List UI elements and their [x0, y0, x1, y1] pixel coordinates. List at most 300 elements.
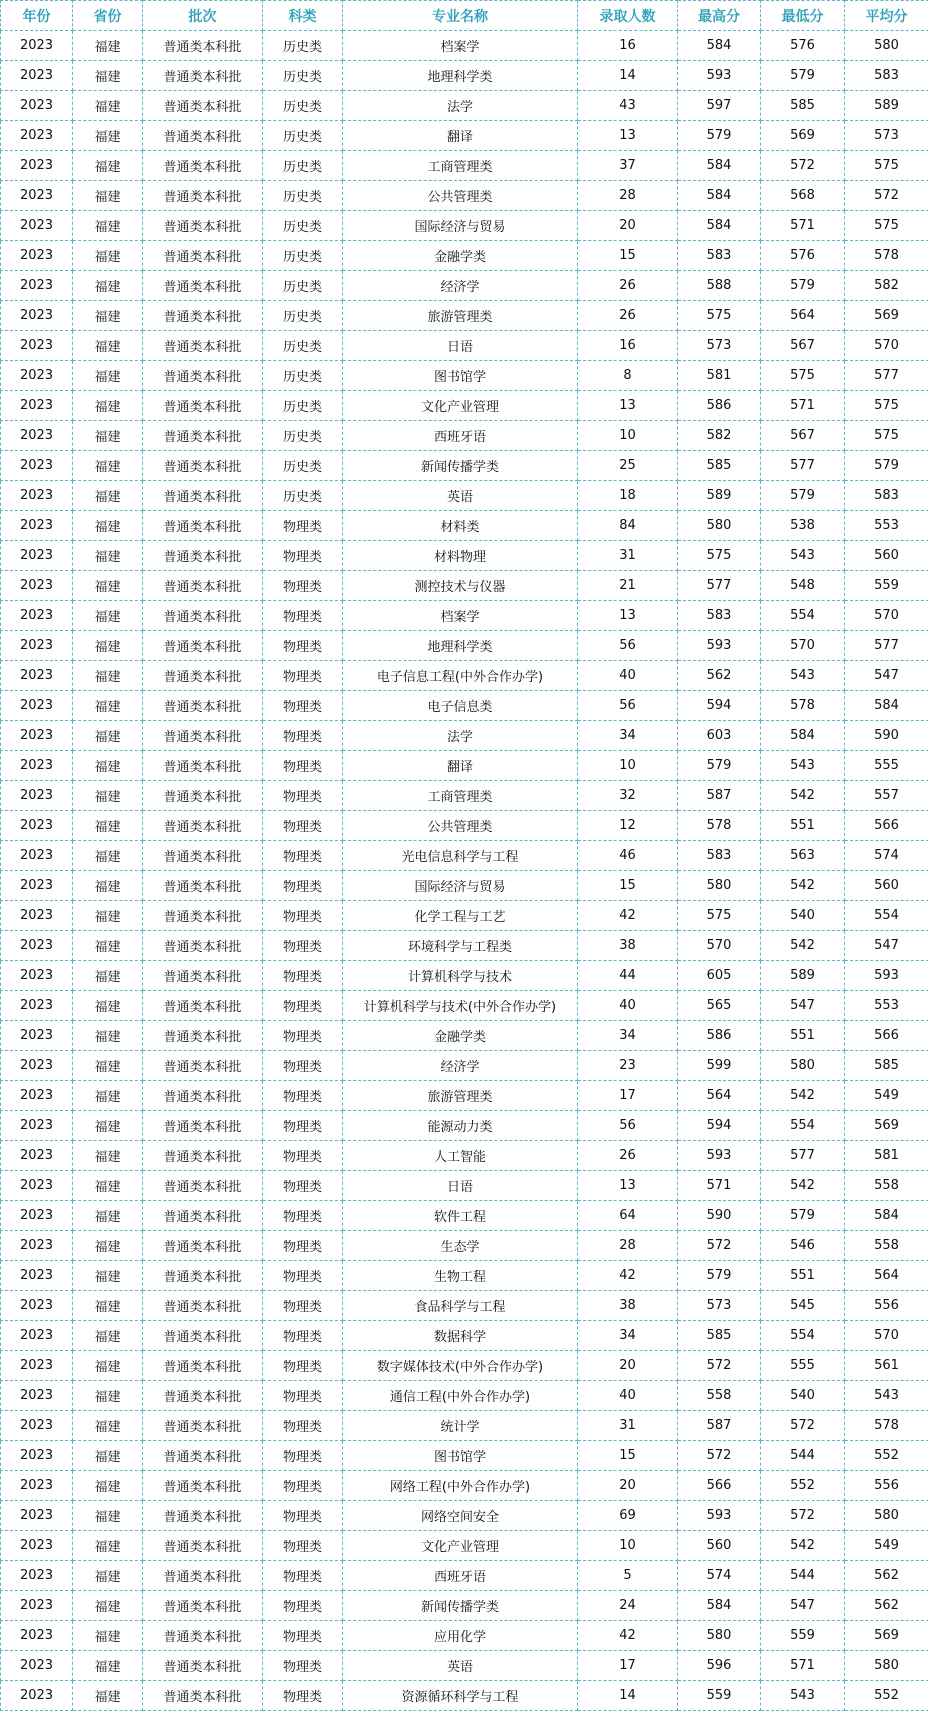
cell-batch: 普通类本科批 [143, 361, 263, 391]
cell-batch: 普通类本科批 [143, 841, 263, 871]
cell-major: 数字媒体技术(中外合作办学) [343, 1351, 578, 1381]
cell-admitted: 28 [578, 1231, 678, 1261]
table-row [1, 661, 928, 691]
cell-year: 2023 [1, 991, 73, 1021]
header-batch: 批次 [143, 1, 263, 31]
cell-batch: 普通类本科批 [143, 181, 263, 211]
cell-max-score: 599 [678, 1051, 761, 1081]
cell-category: 物理类 [263, 1501, 343, 1531]
cell-admitted: 13 [578, 121, 678, 151]
cell-year: 2023 [1, 151, 73, 181]
cell-province: 福建 [73, 1501, 143, 1531]
cell-category: 物理类 [263, 1171, 343, 1201]
cell-admitted: 84 [578, 511, 678, 541]
cell-province: 福建 [73, 91, 143, 121]
cell-year: 2023 [1, 241, 73, 271]
cell-year: 2023 [1, 901, 73, 931]
cell-province: 福建 [73, 1201, 143, 1231]
table-row [1, 1411, 928, 1441]
cell-admitted: 21 [578, 571, 678, 601]
cell-province: 福建 [73, 271, 143, 301]
cell-category: 历史类 [263, 211, 343, 241]
cell-year: 2023 [1, 1051, 73, 1081]
cell-batch: 普通类本科批 [143, 721, 263, 751]
cell-major: 人工智能 [343, 1141, 578, 1171]
cell-batch: 普通类本科批 [143, 991, 263, 1021]
cell-major: 工商管理类 [343, 151, 578, 181]
cell-min-score: 542 [761, 781, 845, 811]
header-row [1, 1, 928, 31]
header-avg-score: 平均分 [845, 1, 928, 31]
cell-admitted: 37 [578, 151, 678, 181]
cell-avg-score: 590 [845, 721, 928, 751]
cell-year: 2023 [1, 31, 73, 61]
cell-min-score: 571 [761, 391, 845, 421]
cell-admitted: 38 [578, 931, 678, 961]
cell-year: 2023 [1, 1021, 73, 1051]
cell-major: 西班牙语 [343, 1561, 578, 1591]
table-row [1, 211, 928, 241]
cell-major: 翻译 [343, 121, 578, 151]
cell-batch: 普通类本科批 [143, 1021, 263, 1051]
cell-avg-score: 583 [845, 481, 928, 511]
cell-admitted: 25 [578, 451, 678, 481]
cell-category: 物理类 [263, 1411, 343, 1441]
cell-province: 福建 [73, 121, 143, 151]
table-row [1, 1381, 928, 1411]
cell-batch: 普通类本科批 [143, 1291, 263, 1321]
cell-major: 经济学 [343, 271, 578, 301]
cell-min-score: 551 [761, 1021, 845, 1051]
cell-max-score: 578 [678, 811, 761, 841]
cell-avg-score: 573 [845, 121, 928, 151]
cell-category: 物理类 [263, 511, 343, 541]
cell-max-score: 581 [678, 361, 761, 391]
cell-province: 福建 [73, 361, 143, 391]
cell-category: 物理类 [263, 781, 343, 811]
cell-min-score: 542 [761, 1081, 845, 1111]
cell-min-score: 584 [761, 721, 845, 751]
cell-max-score: 594 [678, 691, 761, 721]
cell-max-score: 584 [678, 151, 761, 181]
cell-province: 福建 [73, 1321, 143, 1351]
cell-max-score: 585 [678, 451, 761, 481]
table-row [1, 301, 928, 331]
cell-min-score: 540 [761, 1381, 845, 1411]
cell-batch: 普通类本科批 [143, 331, 263, 361]
cell-category: 物理类 [263, 1651, 343, 1681]
cell-province: 福建 [73, 1561, 143, 1591]
cell-category: 物理类 [263, 961, 343, 991]
cell-min-score: 547 [761, 991, 845, 1021]
table-row [1, 1681, 928, 1711]
cell-category: 历史类 [263, 391, 343, 421]
table-row [1, 931, 928, 961]
cell-avg-score: 570 [845, 601, 928, 631]
cell-min-score: 585 [761, 91, 845, 121]
cell-category: 物理类 [263, 1681, 343, 1711]
cell-admitted: 10 [578, 421, 678, 451]
cell-avg-score: 560 [845, 871, 928, 901]
table-body [1, 31, 928, 1711]
cell-max-score: 586 [678, 1021, 761, 1051]
cell-avg-score: 575 [845, 421, 928, 451]
cell-min-score: 564 [761, 301, 845, 331]
cell-avg-score: 583 [845, 61, 928, 91]
cell-max-score: 575 [678, 301, 761, 331]
cell-min-score: 555 [761, 1351, 845, 1381]
cell-category: 物理类 [263, 1321, 343, 1351]
cell-province: 福建 [73, 871, 143, 901]
cell-min-score: 567 [761, 331, 845, 361]
cell-admitted: 16 [578, 331, 678, 361]
cell-batch: 普通类本科批 [143, 1201, 263, 1231]
cell-major: 生物工程 [343, 1261, 578, 1291]
cell-year: 2023 [1, 1411, 73, 1441]
cell-province: 福建 [73, 451, 143, 481]
cell-year: 2023 [1, 1261, 73, 1291]
cell-year: 2023 [1, 661, 73, 691]
cell-province: 福建 [73, 301, 143, 331]
cell-category: 历史类 [263, 91, 343, 121]
cell-year: 2023 [1, 61, 73, 91]
table-row [1, 481, 928, 511]
cell-year: 2023 [1, 781, 73, 811]
cell-year: 2023 [1, 1501, 73, 1531]
cell-max-score: 605 [678, 961, 761, 991]
cell-min-score: 578 [761, 691, 845, 721]
cell-major: 日语 [343, 1171, 578, 1201]
cell-max-score: 593 [678, 631, 761, 661]
table-row [1, 1531, 928, 1561]
cell-batch: 普通类本科批 [143, 751, 263, 781]
cell-min-score: 575 [761, 361, 845, 391]
cell-batch: 普通类本科批 [143, 61, 263, 91]
cell-avg-score: 549 [845, 1531, 928, 1561]
cell-batch: 普通类本科批 [143, 1651, 263, 1681]
cell-category: 物理类 [263, 1081, 343, 1111]
cell-province: 福建 [73, 631, 143, 661]
cell-category: 历史类 [263, 481, 343, 511]
table-row [1, 991, 928, 1021]
cell-avg-score: 562 [845, 1561, 928, 1591]
cell-year: 2023 [1, 1291, 73, 1321]
cell-year: 2023 [1, 421, 73, 451]
cell-category: 历史类 [263, 31, 343, 61]
cell-max-score: 558 [678, 1381, 761, 1411]
cell-avg-score: 593 [845, 961, 928, 991]
cell-admitted: 56 [578, 691, 678, 721]
cell-province: 福建 [73, 1291, 143, 1321]
cell-min-score: 563 [761, 841, 845, 871]
cell-batch: 普通类本科批 [143, 91, 263, 121]
cell-min-score: 577 [761, 451, 845, 481]
cell-province: 福建 [73, 1111, 143, 1141]
cell-year: 2023 [1, 91, 73, 121]
cell-year: 2023 [1, 1351, 73, 1381]
table-row [1, 361, 928, 391]
cell-max-score: 593 [678, 1501, 761, 1531]
table-row [1, 151, 928, 181]
cell-category: 历史类 [263, 301, 343, 331]
cell-batch: 普通类本科批 [143, 1531, 263, 1561]
table-row [1, 391, 928, 421]
cell-admitted: 43 [578, 91, 678, 121]
cell-avg-score: 577 [845, 361, 928, 391]
cell-year: 2023 [1, 361, 73, 391]
cell-admitted: 12 [578, 811, 678, 841]
cell-min-score: 547 [761, 1591, 845, 1621]
cell-admitted: 15 [578, 241, 678, 271]
cell-major: 翻译 [343, 751, 578, 781]
cell-max-score: 574 [678, 1561, 761, 1591]
cell-batch: 普通类本科批 [143, 31, 263, 61]
cell-batch: 普通类本科批 [143, 211, 263, 241]
cell-admitted: 14 [578, 61, 678, 91]
cell-max-score: 579 [678, 751, 761, 781]
cell-category: 物理类 [263, 1261, 343, 1291]
table-row [1, 691, 928, 721]
cell-major: 网络空间安全 [343, 1501, 578, 1531]
cell-avg-score: 577 [845, 631, 928, 661]
cell-major: 金融学类 [343, 241, 578, 271]
cell-avg-score: 566 [845, 1021, 928, 1051]
cell-admitted: 17 [578, 1081, 678, 1111]
cell-max-score: 572 [678, 1441, 761, 1471]
cell-major: 英语 [343, 481, 578, 511]
table-row [1, 91, 928, 121]
cell-province: 福建 [73, 481, 143, 511]
cell-major: 日语 [343, 331, 578, 361]
cell-batch: 普通类本科批 [143, 931, 263, 961]
cell-major: 电子信息工程(中外合作办学) [343, 661, 578, 691]
table-row [1, 571, 928, 601]
cell-min-score: 551 [761, 1261, 845, 1291]
cell-avg-score: 556 [845, 1471, 928, 1501]
cell-max-score: 575 [678, 541, 761, 571]
cell-category: 物理类 [263, 1441, 343, 1471]
cell-batch: 普通类本科批 [143, 1351, 263, 1381]
cell-province: 福建 [73, 331, 143, 361]
cell-year: 2023 [1, 1321, 73, 1351]
table-row [1, 421, 928, 451]
cell-max-score: 593 [678, 1141, 761, 1171]
cell-avg-score: 570 [845, 1321, 928, 1351]
cell-min-score: 540 [761, 901, 845, 931]
cell-province: 福建 [73, 901, 143, 931]
cell-max-score: 584 [678, 181, 761, 211]
table-row [1, 31, 928, 61]
table-row [1, 1111, 928, 1141]
cell-max-score: 562 [678, 661, 761, 691]
cell-major: 材料物理 [343, 541, 578, 571]
cell-max-score: 572 [678, 1351, 761, 1381]
cell-avg-score: 566 [845, 811, 928, 841]
cell-province: 福建 [73, 151, 143, 181]
cell-major: 档案学 [343, 601, 578, 631]
cell-avg-score: 585 [845, 1051, 928, 1081]
cell-major: 材料类 [343, 511, 578, 541]
cell-admitted: 44 [578, 961, 678, 991]
cell-avg-score: 572 [845, 181, 928, 211]
cell-admitted: 20 [578, 1471, 678, 1501]
cell-admitted: 34 [578, 1021, 678, 1051]
cell-max-score: 573 [678, 331, 761, 361]
cell-min-score: 542 [761, 1171, 845, 1201]
cell-category: 历史类 [263, 361, 343, 391]
cell-major: 法学 [343, 721, 578, 751]
table-row [1, 1201, 928, 1231]
cell-major: 电子信息类 [343, 691, 578, 721]
cell-min-score: 542 [761, 871, 845, 901]
cell-avg-score: 564 [845, 1261, 928, 1291]
table-row [1, 121, 928, 151]
table-row [1, 1321, 928, 1351]
cell-category: 物理类 [263, 1471, 343, 1501]
cell-avg-score: 589 [845, 91, 928, 121]
cell-max-score: 572 [678, 1231, 761, 1261]
cell-year: 2023 [1, 691, 73, 721]
cell-province: 福建 [73, 1411, 143, 1441]
cell-category: 物理类 [263, 1021, 343, 1051]
cell-major: 统计学 [343, 1411, 578, 1441]
cell-major: 环境科学与工程类 [343, 931, 578, 961]
cell-batch: 普通类本科批 [143, 961, 263, 991]
header-province: 省份 [73, 1, 143, 31]
cell-batch: 普通类本科批 [143, 631, 263, 661]
cell-min-score: 579 [761, 61, 845, 91]
cell-batch: 普通类本科批 [143, 241, 263, 271]
cell-batch: 普通类本科批 [143, 1231, 263, 1261]
cell-year: 2023 [1, 841, 73, 871]
cell-province: 福建 [73, 1381, 143, 1411]
cell-major: 测控技术与仪器 [343, 571, 578, 601]
cell-category: 物理类 [263, 571, 343, 601]
cell-province: 福建 [73, 391, 143, 421]
cell-min-score: 554 [761, 1111, 845, 1141]
cell-year: 2023 [1, 331, 73, 361]
cell-avg-score: 570 [845, 331, 928, 361]
cell-year: 2023 [1, 481, 73, 511]
cell-province: 福建 [73, 1621, 143, 1651]
table-row [1, 1561, 928, 1591]
cell-year: 2023 [1, 1201, 73, 1231]
cell-admitted: 8 [578, 361, 678, 391]
cell-avg-score: 582 [845, 271, 928, 301]
cell-avg-score: 561 [845, 1351, 928, 1381]
cell-category: 历史类 [263, 451, 343, 481]
cell-avg-score: 575 [845, 151, 928, 181]
header-major: 专业名称 [343, 1, 578, 31]
cell-year: 2023 [1, 1231, 73, 1261]
cell-major: 数据科学 [343, 1321, 578, 1351]
cell-admitted: 42 [578, 901, 678, 931]
cell-category: 物理类 [263, 841, 343, 871]
cell-min-score: 569 [761, 121, 845, 151]
cell-category: 物理类 [263, 1111, 343, 1141]
cell-major: 地理科学类 [343, 61, 578, 91]
table-row [1, 961, 928, 991]
cell-avg-score: 569 [845, 1111, 928, 1141]
cell-avg-score: 575 [845, 391, 928, 421]
cell-major: 文化产业管理 [343, 391, 578, 421]
cell-province: 福建 [73, 1021, 143, 1051]
cell-province: 福建 [73, 571, 143, 601]
table-row [1, 1621, 928, 1651]
cell-major: 档案学 [343, 31, 578, 61]
cell-major: 旅游管理类 [343, 301, 578, 331]
cell-major: 经济学 [343, 1051, 578, 1081]
cell-min-score: 568 [761, 181, 845, 211]
cell-category: 物理类 [263, 631, 343, 661]
cell-year: 2023 [1, 1531, 73, 1561]
cell-admitted: 38 [578, 1291, 678, 1321]
cell-avg-score: 553 [845, 991, 928, 1021]
cell-admitted: 16 [578, 31, 678, 61]
cell-major: 旅游管理类 [343, 1081, 578, 1111]
cell-avg-score: 557 [845, 781, 928, 811]
cell-batch: 普通类本科批 [143, 511, 263, 541]
cell-category: 物理类 [263, 1591, 343, 1621]
cell-avg-score: 584 [845, 691, 928, 721]
cell-major: 国际经济与贸易 [343, 871, 578, 901]
cell-category: 物理类 [263, 1381, 343, 1411]
cell-major: 金融学类 [343, 1021, 578, 1051]
cell-min-score: 554 [761, 1321, 845, 1351]
cell-min-score: 542 [761, 931, 845, 961]
table-row [1, 1261, 928, 1291]
cell-avg-score: 575 [845, 211, 928, 241]
cell-max-score: 570 [678, 931, 761, 961]
cell-max-score: 573 [678, 1291, 761, 1321]
cell-admitted: 40 [578, 661, 678, 691]
table-row [1, 1351, 928, 1381]
cell-avg-score: 554 [845, 901, 928, 931]
cell-year: 2023 [1, 871, 73, 901]
cell-admitted: 10 [578, 751, 678, 781]
cell-admitted: 56 [578, 1111, 678, 1141]
cell-admitted: 20 [578, 211, 678, 241]
table-row [1, 841, 928, 871]
cell-batch: 普通类本科批 [143, 1381, 263, 1411]
cell-category: 物理类 [263, 1351, 343, 1381]
cell-province: 福建 [73, 1141, 143, 1171]
cell-year: 2023 [1, 1171, 73, 1201]
cell-category: 物理类 [263, 1561, 343, 1591]
cell-max-score: 564 [678, 1081, 761, 1111]
table-row [1, 1171, 928, 1201]
table-row [1, 811, 928, 841]
table-row [1, 901, 928, 931]
cell-year: 2023 [1, 1381, 73, 1411]
cell-avg-score: 580 [845, 1651, 928, 1681]
cell-batch: 普通类本科批 [143, 481, 263, 511]
table-row [1, 1051, 928, 1081]
cell-batch: 普通类本科批 [143, 811, 263, 841]
header-max-score: 最高分 [678, 1, 761, 31]
cell-major: 文化产业管理 [343, 1531, 578, 1561]
cell-admitted: 26 [578, 271, 678, 301]
cell-category: 物理类 [263, 871, 343, 901]
table-row [1, 511, 928, 541]
header-admitted: 录取人数 [578, 1, 678, 31]
cell-category: 物理类 [263, 931, 343, 961]
cell-batch: 普通类本科批 [143, 451, 263, 481]
cell-min-score: 559 [761, 1621, 845, 1651]
cell-avg-score: 547 [845, 931, 928, 961]
cell-avg-score: 558 [845, 1231, 928, 1261]
cell-province: 福建 [73, 721, 143, 751]
